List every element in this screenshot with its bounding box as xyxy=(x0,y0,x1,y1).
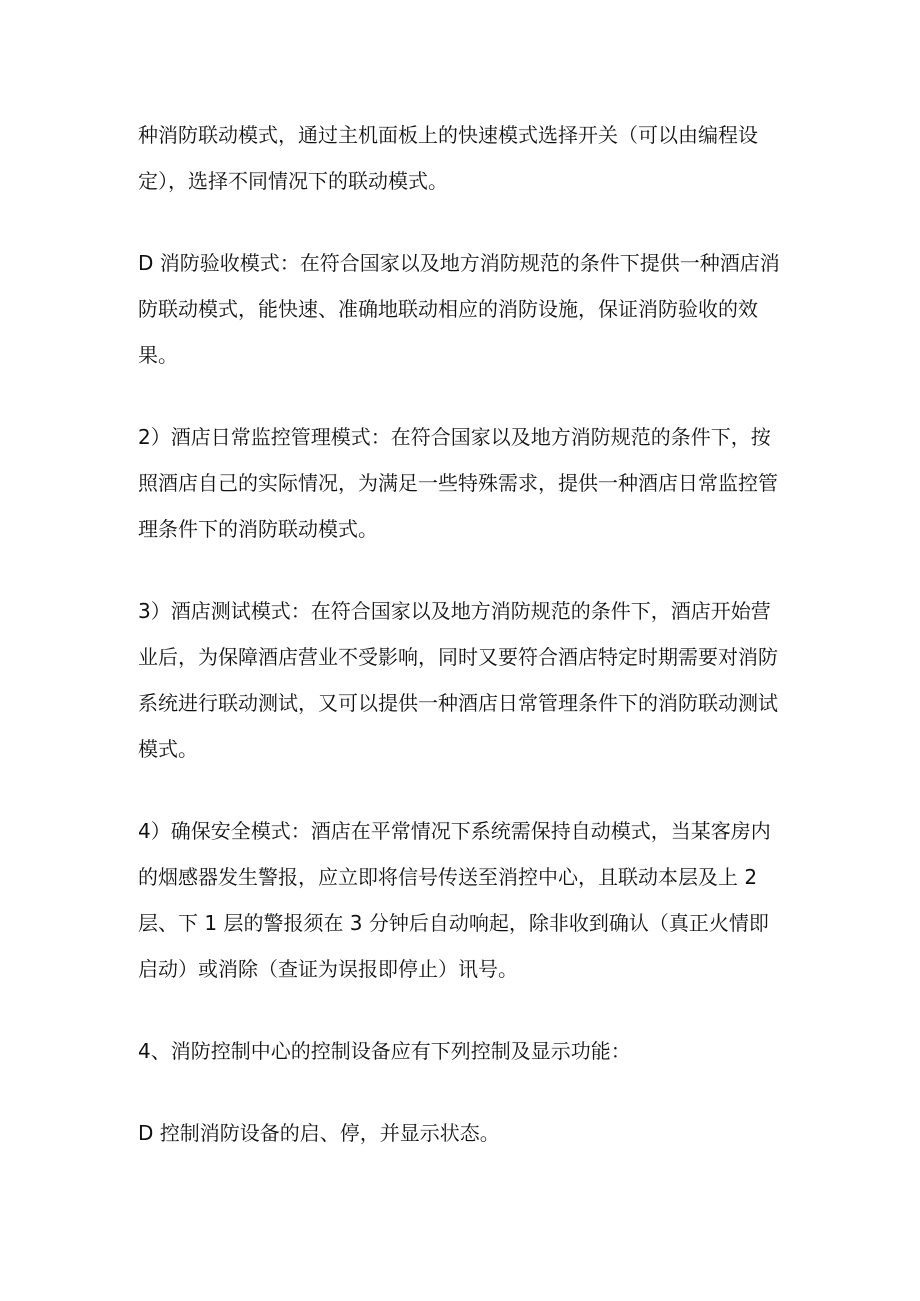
paragraph-device-control: D 控制消防设备的启、停，并显示状态。 xyxy=(138,1121,500,1145)
paragraph-mode-selection: 种消防联动模式，通过主机面板上的快速模式选择开关（可以由编程设 定），选择不同情况下的联动模式。 xyxy=(138,123,758,193)
paragraph-control-center-heading: 4、消防控制中心的控制设备应有下列控制及显示功能： xyxy=(138,1039,631,1063)
paragraph-daily-monitoring-mode: 2）酒店日常监控管理模式：在符合国家以及地方消防规范的条件下，按 照酒店自己的实际情况，为满足一些特殊需求，提供一种酒店日常监控管 理条件下的消防联动模式。 xyxy=(138,425,778,541)
paragraph-safety-mode: 4）确保安全模式：酒店在平常情况下系统需保持自动模式，当某客房内 的烟感器发生警报，应立即将信号传送至消控中心，且联动本层及上 2 层、下 1 层的警报须在 3 分钟后自动响起，除非收到确认（真正火情即 启动）或消除（查证为误报即停止）讯号。 xyxy=(138,819,771,981)
paragraph-acceptance-mode: D 消防验收模式：在符合国家以及地方消防规范的条件下提供一种酒店消 防联动模式，能快速、准确地联动相应的消防设施，保证消防验收的效 果。 xyxy=(138,251,780,367)
paragraph-test-mode: 3）酒店测试模式：在符合国家以及地方消防规范的条件下，酒店开始营 业后，为保障酒店营业不受影响，同时又要符合酒店特定时期需要对消防 系统进行联动测试，又可以提供一种酒店日常管理条件下的消防联动测试 模式。 xyxy=(138,599,778,761)
document-page xyxy=(138,112,783,1192)
